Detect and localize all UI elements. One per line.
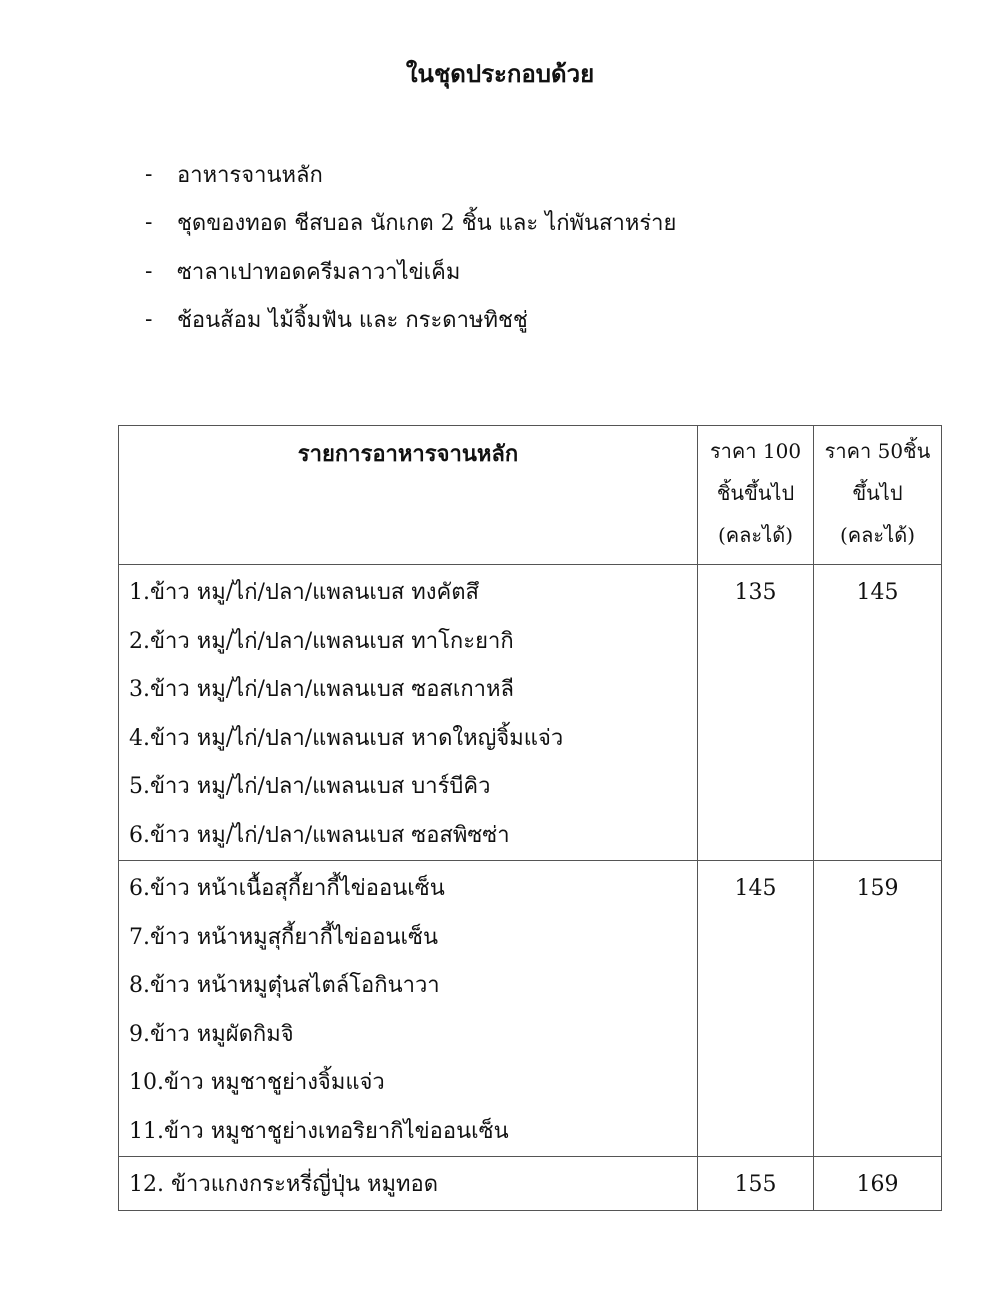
items-cell <box>119 565 698 861</box>
menu-item: 3.ข้าว หมู/ไก่/ปลา/แพลนเบส ซอสเกาหลี <box>129 677 515 702</box>
header-price-50-line: ขึ้นไป <box>852 481 903 505</box>
list-bullet: - <box>145 161 153 187</box>
price-50-cell: 159 <box>814 861 942 1157</box>
list-item <box>145 199 676 248</box>
menu-item: 5.ข้าว หมู/ไก่/ปลา/แพลนเบส บาร์บีคิว <box>129 774 491 799</box>
menu-price-table <box>118 425 942 1211</box>
header-price-100-line: ชิ้นขึ้นไป <box>716 481 795 505</box>
table-header-row <box>119 426 942 565</box>
menu-item: 9.ข้าว หมูผัดกิมจิ <box>129 1021 294 1047</box>
header-price-100-line: (คละได้) <box>717 523 794 547</box>
menu-item: 10.ข้าว หมูชาชูย่างจิ้มแจ่ว <box>129 1070 385 1095</box>
menu-item: 6.ข้าว หมู/ไก่/ปลา/แพลนเบส ซอสพิซซ่า <box>129 822 510 848</box>
list-item <box>145 247 676 296</box>
price-100-cell: 145 <box>698 861 814 1157</box>
header-price-50-line: (คละได้) <box>839 523 916 547</box>
header-price-100-line: ราคา 100 <box>709 439 802 463</box>
items-cell <box>119 1157 698 1211</box>
menu-item: 4.ข้าว หมู/ไก่/ปลา/แพลนเบส หาดใหญ่จิ้มแจ่ว <box>129 725 564 751</box>
list-item-text: ชุดของทอด ชีสบอล นักเกต 2 ชิ้น และ ไก่พันสาหร่าย <box>177 211 677 237</box>
price-50-cell: 169 <box>814 1157 942 1211</box>
menu-item: 7.ข้าว หน้าหมูสุกี้ยากี้ไข่ออนเซ็น <box>129 924 438 950</box>
list-item-text: ซาลาเปาทอดครีมลาวาไข่เค็ม <box>177 259 461 285</box>
table-row <box>119 565 942 861</box>
list-item-text: ช้อนส้อม ไม้จิ้มฟัน และ กระดาษทิชชู่ <box>177 308 528 334</box>
list-item <box>145 150 676 199</box>
menu-item: 11.ข้าว หมูชาชูย่างเทอริยากิไข่ออนเซ็น <box>129 1118 509 1144</box>
price-100-cell: 155 <box>698 1157 814 1211</box>
price-50-cell: 145 <box>814 565 942 861</box>
table-row <box>119 861 942 1157</box>
page-title: ในชุดประกอบด้วย <box>405 59 595 88</box>
header-price-100 <box>698 426 814 565</box>
list-item <box>145 296 676 345</box>
menu-item: 12. ข้าวแกงกระหรี่ญี่ปุ่น หมูทอด <box>129 1172 438 1197</box>
header-items: รายการอาหารจานหลัก <box>119 426 698 565</box>
includes-list <box>145 150 676 344</box>
price-100-cell: 135 <box>698 565 814 861</box>
table-row <box>119 1157 942 1211</box>
menu-item: 6.ข้าว หน้าเนื้อสุกี้ยากี้ไข่ออนเซ็น <box>129 876 445 901</box>
header-price-50-line: ราคา 50ชิ้น <box>824 439 931 463</box>
list-bullet: - <box>145 307 153 333</box>
header-price-50 <box>814 426 942 565</box>
list-bullet: - <box>145 210 153 236</box>
menu-item: 1.ข้าว หมู/ไก่/ปลา/แพลนเบส ทงคัตสึ <box>129 580 479 605</box>
list-item-text: อาหารจานหลัก <box>177 162 323 188</box>
items-cell <box>119 861 698 1157</box>
menu-item: 8.ข้าว หน้าหมูตุ๋นสไตล์โอกินาวา <box>129 973 440 998</box>
menu-item: 2.ข้าว หมู/ไก่/ปลา/แพลนเบส ทาโกะยากิ <box>129 628 514 654</box>
list-bullet: - <box>145 258 153 284</box>
